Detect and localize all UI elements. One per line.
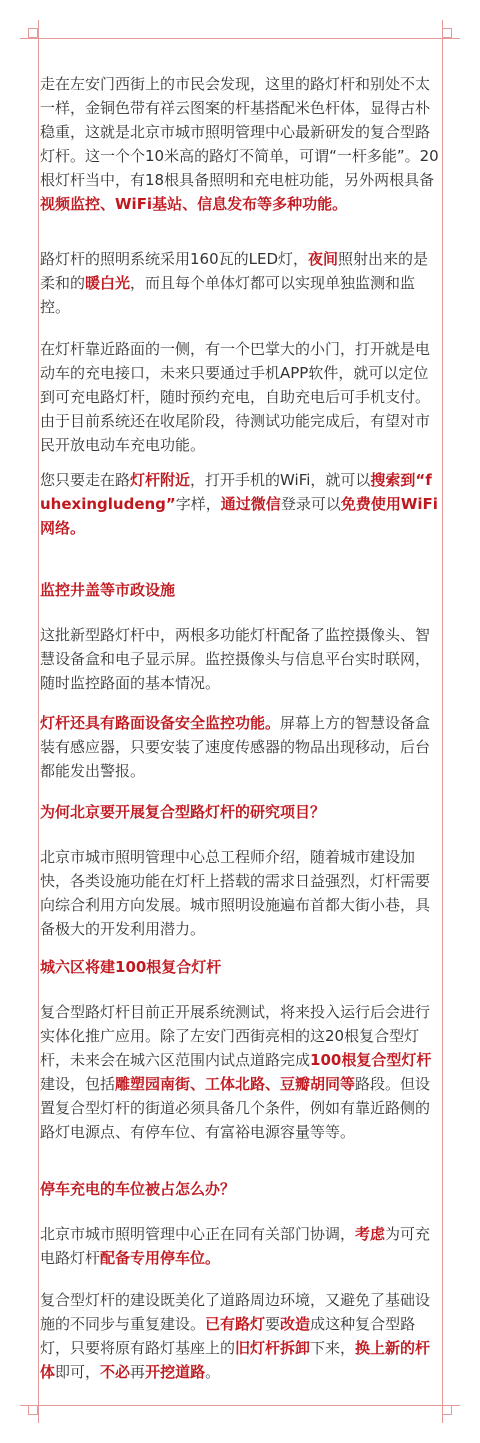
body-text: 走在左安门西街上的市民会发现，这里的路灯杆和别处不太一样，金铜色带有祥云图案的杆基搭配米色杆体，显得古朴稳重，这就是北京市城市照明管理中心最新研发的复合型路灯杆。这一个个10米高的路灯不简单，可谓“一杆多能”。20根灯杆当中，有18根具备照明和充电桩功能，另外两根具备 bbox=[40, 75, 439, 189]
body-text: 。 bbox=[205, 1363, 221, 1381]
body-text: 屏幕上方的智慧设备盒装有感应器，只要安装了速度传感器的物品出现移动，后台都能发出警报。 bbox=[40, 714, 431, 780]
frame-corner-top-left bbox=[28, 28, 38, 38]
body-text: 北京市城市照明管理中心总工程师介绍，随着城市建设加快，各类设施功能在灯杆上搭载的需求日益强烈，灯杆需要向综合利用方向发展。城市照明设施遍布首都大街小巷，具备极大的开发利用潜力。 bbox=[40, 848, 431, 938]
body-text: 再 bbox=[130, 1363, 146, 1381]
section-heading-1: 监控井盖等市政设施 bbox=[40, 581, 176, 599]
frame-line-right bbox=[442, 20, 443, 1423]
body-text: 这批新型路灯杆中，两根多功能灯杆配备了监控摄像头、智慧设备盒和电子显示屏。监控摄像头与信息平台实时联网，随时监控路面的基本情况。 bbox=[40, 626, 431, 692]
body-text: 下来， bbox=[310, 1339, 356, 1357]
emphasized-text: 不必 bbox=[100, 1363, 131, 1381]
paragraph-7 bbox=[40, 845, 442, 941]
body-text: 复合型灯杆的建设既美化了道路周边环境，又避免了基础设施的不同步与重复建设。 bbox=[40, 1291, 431, 1333]
emphasized-text: 换上新的杆体 bbox=[40, 1339, 431, 1381]
paragraph-1 bbox=[40, 72, 442, 216]
emphasized-text: 灯杆附近 bbox=[130, 471, 191, 489]
emphasized-text: 已有路灯 bbox=[205, 1315, 266, 1333]
body-text: 登录可以 bbox=[280, 495, 341, 513]
emphasized-text: 配备专用停车位。 bbox=[100, 1249, 221, 1267]
body-text: 路灯杆的照明系统采用160瓦的LED灯， bbox=[40, 250, 309, 268]
body-text: 照射出来的是柔和的 bbox=[40, 250, 429, 292]
body-text: 成这种复合型路灯，只要将原有路灯基座上的 bbox=[40, 1315, 416, 1357]
frame-line-bottom bbox=[20, 1405, 460, 1406]
emphasized-text: 灯杆还具有路面设备安全监控功能。 bbox=[40, 714, 281, 732]
section-heading-2: 为何北京要开展复合型路灯杆的研究项目？ bbox=[40, 803, 326, 821]
paragraph-3 bbox=[40, 337, 442, 457]
paragraph-6 bbox=[40, 711, 442, 783]
paragraph-5 bbox=[40, 623, 442, 695]
emphasized-text: 视频监控、WiFi基站、信息发布等多种功能。 bbox=[40, 195, 348, 213]
paragraph-4 bbox=[40, 468, 442, 540]
body-text: 为可充电路灯杆 bbox=[40, 1225, 431, 1267]
emphasized-text: 免费使用WiFi网络。 bbox=[40, 495, 438, 537]
body-text: 复合型路灯杆目前正开展系统测试，将来投入运行后会进行实体化推广应用。除了左安门西街亮相的这20根复合型灯杆，未来会在城六区范围内试点道路完成 bbox=[40, 1003, 431, 1069]
paragraph-9 bbox=[40, 1222, 442, 1270]
frame-line-top bbox=[20, 38, 460, 39]
paragraph-2 bbox=[40, 247, 442, 319]
frame-line-left bbox=[38, 20, 39, 1423]
emphasized-text: 改造 bbox=[280, 1315, 311, 1333]
emphasized-text: 搜索到“fuhexingludeng” bbox=[40, 471, 432, 513]
frame-corner-top-right bbox=[442, 28, 452, 38]
body-text: 路段。但设置复合型灯杆的街道必须具备几个条件，例如有靠近路侧的路灯电源点、有停车位、有富裕电源容量等等。 bbox=[40, 1075, 431, 1141]
body-text: ，而且每个单体灯都可以实现单独监测和监控。 bbox=[40, 274, 416, 316]
frame-corner-bottom-right bbox=[442, 1405, 452, 1415]
body-text: 在灯杆靠近路面的一侧，有一个巴掌大的小门，打开就是电动车的充电接口，未来只要通过手机APP软件，就可以定位到可充电路灯杆，随时预约充电，自助充电后可手机支付。由于目前系统还在收尾阶段，待测试功能完成后，有望对市民开放电动车充电功能。 bbox=[40, 340, 431, 454]
paragraph-8 bbox=[40, 1000, 442, 1144]
emphasized-text: 雕塑园南街、工体北路、豆瓣胡同等 bbox=[115, 1075, 356, 1093]
body-text: 北京市城市照明管理中心正在同有关部门协调， bbox=[40, 1225, 356, 1243]
section-heading-3: 城六区将建100根复合灯杆 bbox=[40, 958, 222, 976]
emphasized-text: 开挖道路 bbox=[145, 1363, 206, 1381]
paragraph-10 bbox=[40, 1288, 442, 1384]
frame-corner-bottom-left bbox=[28, 1405, 38, 1415]
body-text: ，打开手机的WiFi，就可以 bbox=[190, 471, 371, 489]
emphasized-text: 暖白光 bbox=[85, 274, 131, 292]
body-text: 建设，包括 bbox=[40, 1075, 116, 1093]
emphasized-text: 夜间 bbox=[308, 250, 339, 268]
emphasized-text: 100根复合型灯杆 bbox=[310, 1051, 432, 1069]
section-heading-4: 停车充电的车位被占怎么办？ bbox=[40, 1180, 236, 1198]
body-text: 您只要走在路 bbox=[40, 471, 131, 489]
body-text: 字样， bbox=[175, 495, 221, 513]
emphasized-text: 旧灯杆拆卸 bbox=[235, 1339, 311, 1357]
body-text: 要 bbox=[265, 1315, 281, 1333]
emphasized-text: 考虑 bbox=[355, 1225, 386, 1243]
emphasized-text: 通过微信 bbox=[220, 495, 281, 513]
body-text: 即可， bbox=[55, 1363, 101, 1381]
